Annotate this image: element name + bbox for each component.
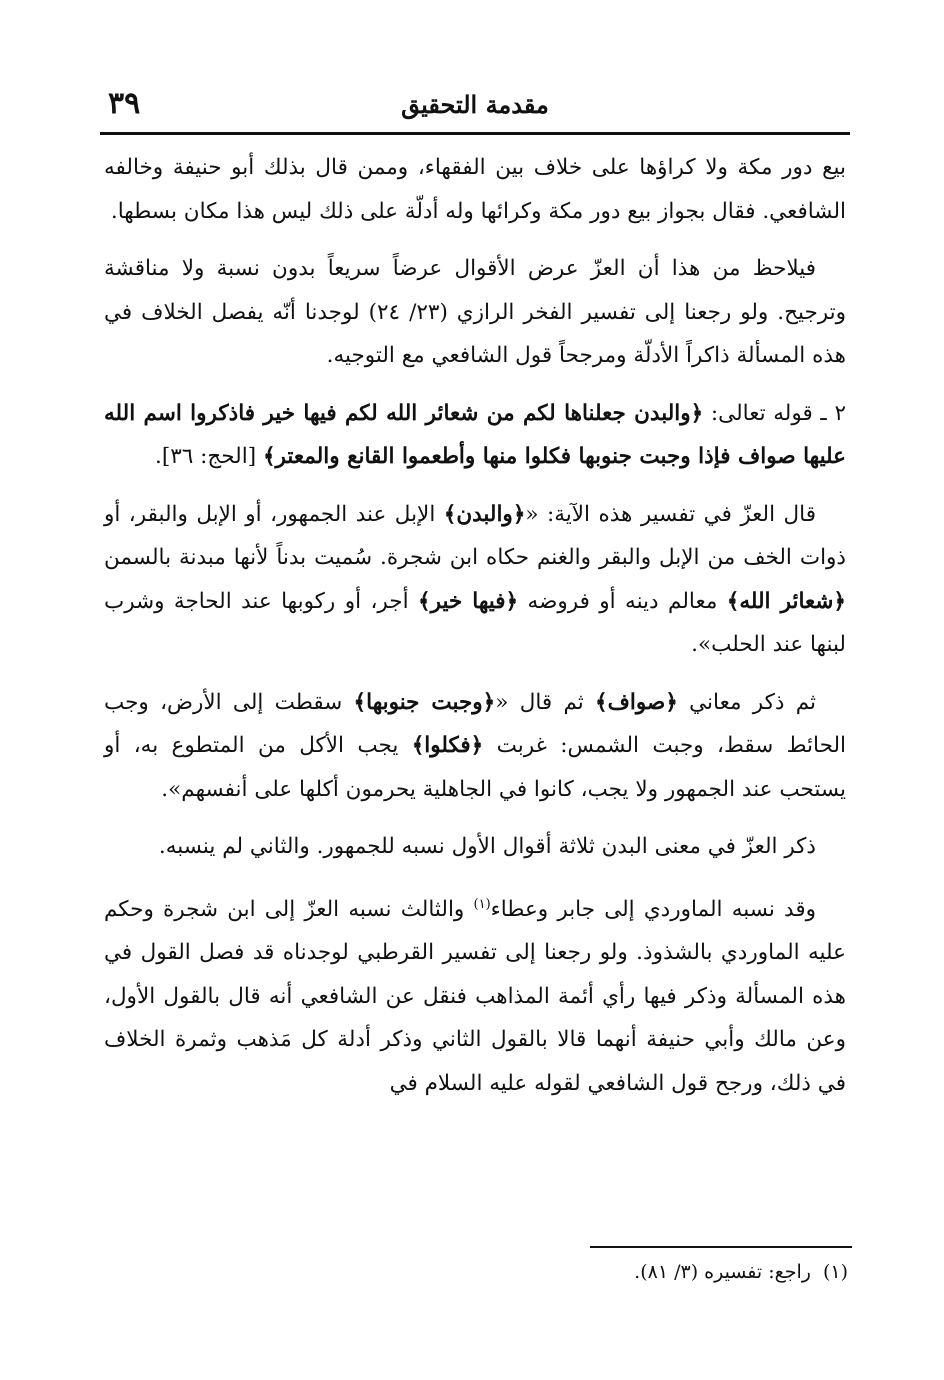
verse-paragraph: [104, 392, 846, 479]
text-run: ثم ذكر معاني: [677, 689, 816, 715]
paragraph: [104, 883, 846, 1106]
text-run: ثم قال «: [495, 689, 596, 715]
header-rule: [100, 132, 850, 135]
quoted-term: ﴿صواف﴾: [595, 689, 678, 715]
footnote-text: راجع: تفسيره (٣/ ٨١).: [634, 1261, 811, 1283]
footnote: [348, 1256, 848, 1288]
text-run: وقد نسبه الماوردي إلى جابر وعطاء: [490, 896, 817, 922]
text-run: سقطت إلى الأرض، وجب الحائط سقط، وجبت الشمس: غربت: [104, 689, 846, 758]
text-run: قال العزّ في تفسير هذه الآية: «: [525, 501, 816, 527]
paragraph: بيع دور مكة ولا كراؤها على خلاف بين الفقهاء، وممن قال بذلك أبو حنيفة وخالفه الشافعي. فقال بجواز بيع دور مكة وكرائها وله أدلّة على ذلك ليس هذا مكان بسطها.: [104, 155, 846, 224]
quoted-term: ﴿فكلوا﴾: [411, 733, 484, 758]
text-run: الإبل عند الجمهور، أو الإبل والبقر، أو ذوات الخف من الإبل والبقر والغنم حكاه ابن شجرة. سُميت بدناً لأنها مبدنة بالسمن: [104, 501, 846, 570]
text-run: أجر، أو ركوبها عند الحاجة وشرب لبنها عند الحلب».: [104, 588, 846, 657]
footnote-number: (١): [822, 1261, 848, 1283]
text-run: والثالث نسبه العزّ إلى ابن شجرة وحكم عليه الماوردي بالشذوذ. ولو رجعنا إلى تفسير القرطبي لوجدناه قد فصل القول في هذه المسألة وذكر فيها رأي أئمة المذاهب فنقل عن الشافعي أنه قال بالقول الأول، وعن مالك وأبي حنيفة أنهما قالا بالقول الثاني وذكر أدلة كل مَذهب وثمرة الخلاف في ذلك، ورجح قول الشافعي لقوله عليه السلام في: [104, 896, 846, 1096]
verse-lead: ٢ ـ قوله تعالى:: [703, 400, 846, 426]
paragraph: [104, 681, 846, 812]
quoted-term: ﴿شعائر الله﴾: [726, 588, 846, 614]
text-run: معالم دينه أو فروضه: [518, 588, 727, 614]
page-header: [100, 80, 850, 132]
running-title: مقدمة التحقيق: [401, 90, 549, 119]
quoted-term: ﴿والبدن﴾: [443, 501, 526, 527]
quran-verse: ﴿والبدن جعلناها لكم من شعائر الله لكم فيها خير فاذكروا اسم الله عليها صواف فإذا وجبت جنوبها فكلوا منها وأطعموا القانع والمعتر﴾: [104, 400, 846, 469]
paragraph: [104, 493, 846, 667]
paragraph: ذكر العزّ في معنى البدن ثلاثة أقوال الأول نسبه للجمهور. والثاني لم ينسبه.: [158, 834, 816, 859]
text-run: يجب الأكل من المتطوع به، أو يستحب عند الجمهور ولا يجب، كانوا في الجاهلية يحرمون أكلها على أنفسهم».: [104, 733, 846, 802]
paragraph: فيلاحظ من هذا أن العزّ عرض الأقوال عرضاً سريعاً بدون نسبة ولا مناقشة وترجيح. ولو رجعنا إلى تفسير الفخر الرازي (٢٣/ ٢٤) لوجدنا أنّه يفصل الخلاف في هذه المسألة ذاكراً الأدلّة ومرجحاً قول الشافعي مع التوجيه.: [104, 256, 846, 368]
main-text: [104, 146, 846, 1119]
footnote-rule: [590, 1246, 852, 1248]
quoted-term: ﴿وجبت جنوبها﴾: [353, 689, 496, 715]
quoted-term: ﴿فيها خير﴾: [417, 588, 519, 614]
verse-reference: [الحج: ٣٦].: [155, 444, 263, 469]
footnote-marker: (١): [473, 896, 491, 912]
page-number: ٣٩: [108, 86, 141, 121]
